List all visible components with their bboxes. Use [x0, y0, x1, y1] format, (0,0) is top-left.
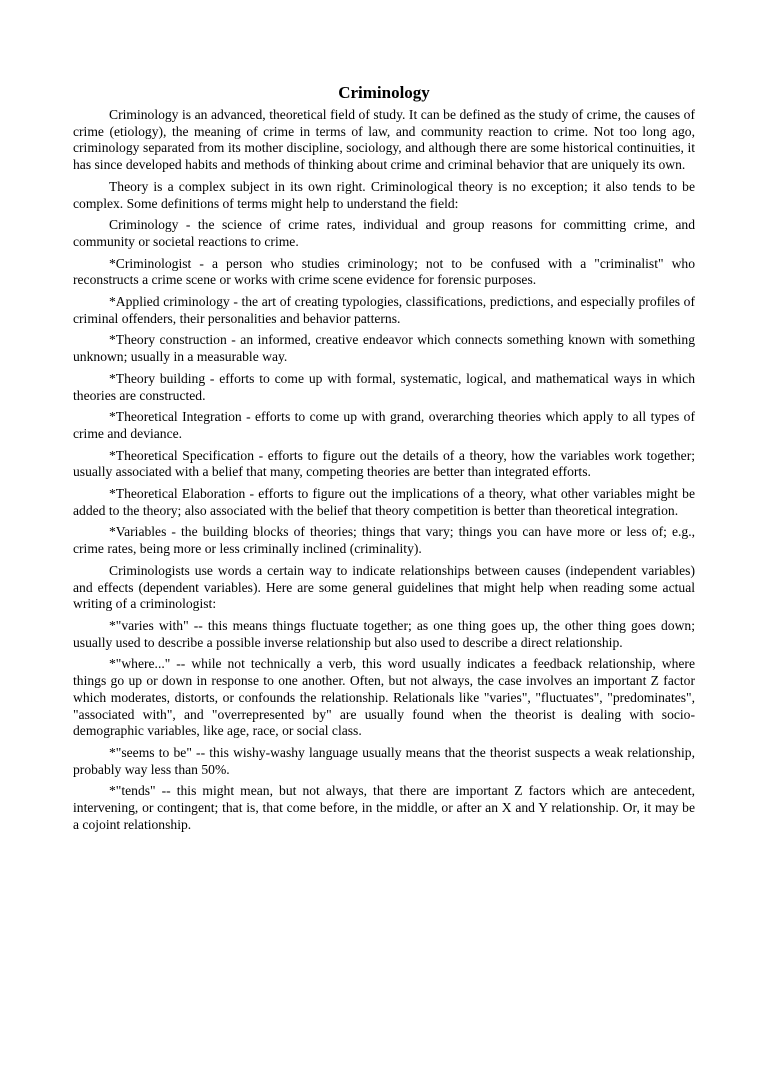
definition-variables: *Variables - the building blocks of theories; things that vary; things you can have more or less of; e.g., crime rates, being more or less criminally inclined (criminality). — [73, 524, 695, 557]
definition-theory-construction: *Theory construction - an informed, creative endeavor which connects something known with something unknown; usually in a measurable way. — [73, 332, 695, 365]
guideline-tends: *"tends" -- this might mean, but not always, that there are important Z factors which are antecedent, intervening, or contingent; that is, that come before, in the middle, or after an X and Y relationship. Or, it may be a cojoint relationship. — [73, 783, 695, 832]
definition-theory-building: *Theory building - efforts to come up with formal, systematic, logical, and mathematical ways in which theories are constructed. — [73, 370, 695, 403]
guideline-seems-to-be: *"seems to be" -- this wishy-washy language usually means that the theorist suspects a weak relationship, probably way less than 50%. — [73, 744, 695, 777]
document-page — [73, 82, 695, 838]
paragraph-theory: Theory is a complex subject in its own right. Criminological theory is no exception; it also tends to be complex. Some definitions of terms might help to understand the field: — [73, 178, 695, 211]
definition-theoretical-elaboration: *Theoretical Elaboration - efforts to figure out the implications of a theory, what other variables might be added to the theory; also associated with the belief that theory competition is better than theoretical integration. — [73, 486, 695, 518]
guideline-varies-with: *"varies with" -- this means things fluctuate together; as one thing goes up, the other thing goes down; usually used to describe a possible inverse relationship but also used to describe a direct relationship. — [73, 617, 695, 650]
definition-criminology: Criminology - the science of crime rates, individual and group reasons for committing crime, and community or societal reactions to crime. — [73, 217, 695, 249]
guideline-where: *"where..." -- while not technically a verb, this word usually indicates a feedback relationship, where things go up or down in response to one another. Often, but not always, the case involves an important Z factor which moderates, distorts, or confounds the relationship. Relationals like "varies", "fluctuates", "predominates", "associated with", and "overrepresented by" are usually found when the theorist is dealing with socio-demographic variables, like age, race, or social class. — [73, 656, 695, 739]
document-title: Criminology — [338, 83, 430, 102]
paragraph-relationships: Criminologists use words a certain way to indicate relationships between causes (independent variables) and effects (dependent variables). Here are some general guidelines that might help when reading some actual writing of a criminologist: — [73, 562, 695, 612]
paragraph-intro: Criminology is an advanced, theoretical field of study. It can be defined as the study of crime, the causes of crime (etiology), the meaning of crime in terms of law, and community reaction to crime. Not too long ago, criminology separated from its mother discipline, sociology, and although there are some historical continuities, it has since developed habits and methods of thinking about crime and criminal behavior that are uniquely its own. — [73, 107, 695, 173]
definition-theoretical-integration: *Theoretical Integration - efforts to come up with grand, overarching theories which apply to all types of crime and deviance. — [73, 409, 695, 441]
definition-theoretical-specification: *Theoretical Specification - efforts to figure out the details of a theory, how the variables work together; usually associated with a belief that many, competing theories are better than integrated efforts. — [73, 447, 695, 480]
definition-criminologist: *Criminologist - a person who studies criminology; not to be confused with a "criminalist" who reconstructs a crime scene or works with crime scene evidence for forensic purposes. — [73, 255, 695, 288]
definition-applied-criminology: *Applied criminology - the art of creating typologies, classifications, predictions, and especially profiles of criminal offenders, their personalities and behavior patterns. — [73, 294, 695, 326]
